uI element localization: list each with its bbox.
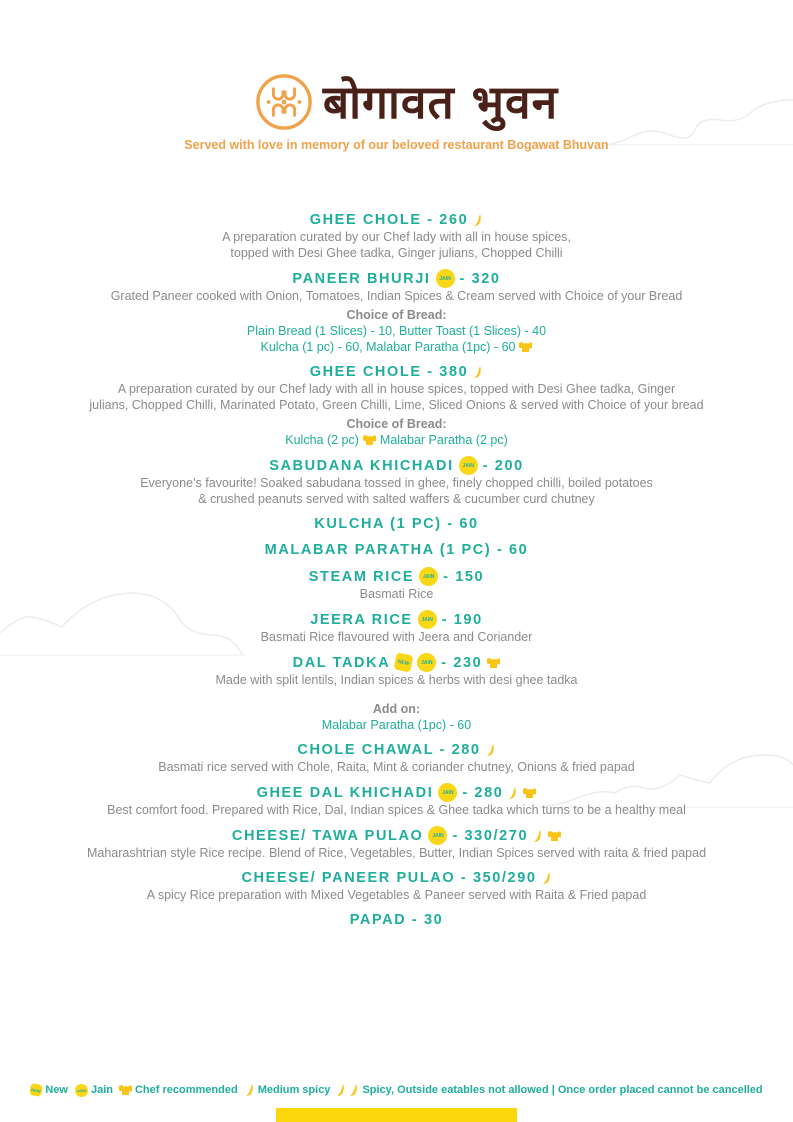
chef-hat-icon: [363, 434, 376, 446]
sub-option: Malabar Paratha (1pc) - 60: [321, 718, 472, 732]
legend-chef-label: Chef recommended: [134, 1084, 238, 1096]
menu-item: [0, 741, 793, 775]
jain-badge-icon: JAIN: [428, 826, 447, 845]
item-name: MALABAR PARATHA (1 PC) - 60: [264, 542, 529, 558]
jain-badge-icon: JAIN: [419, 567, 438, 586]
menu-item: [0, 456, 793, 507]
item-description: Best comfort food. Prepared with Rice, Dal, Indian spices & Ghee tadka which turns to be a healthy meal: [107, 803, 686, 817]
sub-label: Choice of Bread:: [346, 308, 447, 322]
jain-badge-icon: JAIN: [436, 269, 455, 288]
menu-item: [0, 911, 793, 929]
chili-icon: [349, 1083, 359, 1097]
item-name: STEAM RICE: [308, 568, 415, 585]
item-description: julians, Chopped Chilli, Marinated Potato, Green Chilli, Lime, Sliced Onions & served with Choice of your bread: [89, 398, 704, 412]
item-title: [0, 869, 793, 887]
chili-icon: [473, 213, 483, 227]
menu-item: [0, 826, 793, 861]
item-title: [0, 363, 793, 381]
chili-icon: [245, 1083, 255, 1097]
item-description: Everyone’s favourite! Soaked sabudana tossed in ghee, finely chopped chilli, boiled potatoes: [140, 476, 653, 490]
sub-option-line: [0, 717, 793, 733]
chef-hat-icon: [119, 1084, 132, 1096]
item-description: A preparation curated by our Chef lady with all in house spices, topped with Desi Ghee tadka, Ginger: [117, 382, 676, 396]
legend: [0, 1083, 793, 1097]
tagline: Served with love in memory of our beloved restaurant Bogawat Bhuvan: [184, 138, 609, 152]
sub-label: Add on:: [372, 702, 421, 716]
chili-icon: [533, 829, 543, 843]
chili-icon: [473, 365, 483, 379]
item-price: - 200: [482, 457, 524, 474]
menu-item: [0, 269, 793, 355]
sub-option-line: [0, 339, 793, 355]
bread-options: [0, 432, 793, 448]
item-name: GHEE CHOLE - 260: [309, 212, 469, 228]
legend-new-label: New: [45, 1084, 68, 1096]
chili-icon: [336, 1083, 346, 1097]
item-name: GHEE DAL KHICHADI: [256, 784, 434, 801]
chili-icon: [542, 871, 552, 885]
item-price: - 330/270: [452, 827, 529, 844]
footer-yellow-bar: [276, 1108, 517, 1122]
logo-icon: [255, 73, 313, 131]
item-title: [0, 783, 793, 802]
item-title: [0, 269, 793, 288]
menu-item: [0, 211, 793, 261]
jain-badge-icon: JAIN: [417, 653, 436, 672]
item-name: KULCHA (1 PC) - 60: [314, 516, 479, 532]
item-name: CHOLE CHAWAL - 280: [297, 742, 481, 758]
item-title: [0, 610, 793, 629]
item-description: A preparation curated by our Chef lady with all in house spices,: [222, 230, 571, 244]
item-description: Maharashtrian style Rice recipe. Blend of Rice, Vegetables, Butter, Indian Spices served with raita & fried papad: [86, 846, 707, 860]
item-title: [0, 741, 793, 759]
menu-item: [0, 515, 793, 533]
header: [0, 72, 793, 152]
chef-hat-icon: [523, 787, 536, 799]
item-description: Basmati Rice: [359, 587, 434, 601]
chef-hat-icon: [487, 657, 500, 669]
item-description: Basmati rice served with Chole, Raita, Mint & coriander chutney, Onions & fried papad: [158, 760, 635, 774]
menu-item: [0, 869, 793, 903]
menu-item: [0, 610, 793, 645]
menu-list: [0, 211, 793, 937]
item-title: [0, 911, 793, 929]
item-name: GHEE CHOLE - 380: [309, 364, 469, 380]
item-price: - 280: [462, 784, 504, 801]
new-badge-icon: NEW: [29, 1083, 43, 1097]
menu-item: [0, 783, 793, 818]
brand: [20, 72, 793, 132]
item-title: [0, 515, 793, 533]
item-price: - 230: [441, 654, 483, 671]
legend-medium-label: Medium spicy: [257, 1084, 331, 1096]
bread-option: Kulcha (2 pc): [285, 433, 359, 447]
item-title: [0, 456, 793, 475]
item-description: Grated Paneer cooked with Onion, Tomatoes, Indian Spices & Cream served with Choice of your Bread: [110, 289, 683, 303]
item-name: SABUDANA KHICHADI: [269, 457, 454, 474]
jain-badge-icon: JAIN: [438, 783, 457, 802]
sub-option-line: [0, 323, 793, 339]
bread-option: Malabar Paratha (2 pc): [379, 433, 508, 447]
jain-badge-icon: JAIN: [459, 456, 478, 475]
sub-label: Choice of Bread:: [346, 417, 447, 431]
sub-option: Plain Bread (1 Slices) - 10, Butter Toast (1 Slices) - 40: [246, 324, 547, 338]
item-title: [0, 211, 793, 229]
item-name: PANEER BHURJI: [292, 270, 431, 287]
item-title: [0, 826, 793, 845]
menu-item: [0, 541, 793, 559]
item-price: - 320: [459, 270, 501, 287]
item-name: CHEESE/ PANEER PULAO - 350/290: [241, 870, 537, 886]
brand-name: बोगावत भुवन: [322, 75, 559, 129]
legend-spicy-label: Spicy, Outside eatables not allowed | Once order placed cannot be cancelled: [362, 1084, 763, 1096]
item-title: [0, 567, 793, 586]
menu-item: [0, 363, 793, 448]
item-name: CHEESE/ TAWA PULAO: [231, 827, 424, 844]
item-title: [0, 653, 793, 672]
item-name: JEERA RICE: [310, 611, 413, 628]
item-price: - 150: [443, 568, 485, 585]
menu-item: [0, 653, 793, 733]
item-description: Made with split lentils, Indian spices & herbs with desi ghee tadka: [215, 673, 578, 687]
chili-icon: [486, 743, 496, 757]
item-description: Basmati Rice flavoured with Jeera and Coriander: [260, 630, 533, 644]
sub-option: Kulcha (1 pc) - 60, Malabar Paratha (1pc) - 60: [260, 340, 516, 354]
chili-icon: [508, 786, 518, 800]
item-description: A spicy Rice preparation with Mixed Vegetables & Paneer served with Raita & Fried papad: [146, 888, 647, 902]
chef-hat-icon: [519, 341, 532, 353]
item-title: [0, 541, 793, 559]
jain-badge-icon: JAIN: [75, 1084, 88, 1097]
chef-hat-icon: [548, 830, 561, 842]
item-price: - 190: [441, 611, 483, 628]
item-description: & crushed peanuts served with salted waffers & cucumber curd chutney: [198, 492, 595, 506]
item-name: DAL TADKA: [292, 654, 391, 671]
legend-jain-label: Jain: [90, 1084, 113, 1096]
new-badge-icon: NEW: [394, 652, 414, 672]
jain-badge-icon: JAIN: [418, 610, 437, 629]
menu-item: [0, 567, 793, 602]
item-description: topped with Desi Ghee tadka, Ginger julians, Chopped Chilli: [230, 246, 563, 260]
item-name: PAPAD - 30: [349, 912, 444, 928]
